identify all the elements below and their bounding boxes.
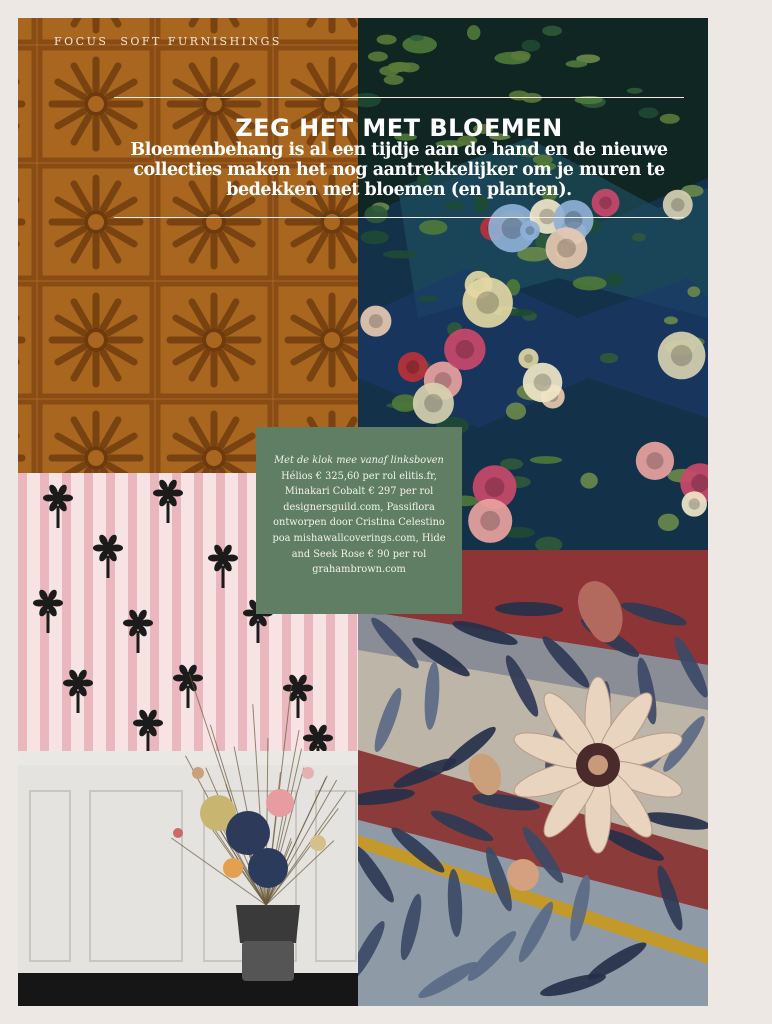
helios-wallpaper-photo bbox=[18, 18, 358, 473]
headline-rule-top bbox=[114, 97, 684, 98]
article-headline: ZEG HET MET BLOEMEN bbox=[235, 114, 563, 142]
headline-rule-bottom bbox=[114, 217, 684, 218]
caption-text: Hélios € 325,60 per rol elitis.fr, Minakari Cobalt € 297 per rol designersguild.com, Passiflora ontworpen door Cristina Celestino poa mishawallcoverings.com, Hide and Seek Rose € 90 per rol grahambrown.com bbox=[272, 470, 446, 576]
topic-label: SOFT FURNISHINGS bbox=[120, 35, 282, 48]
article-deck: Bloemenbehang is al een tijdje aan de hand en de nieuwe collecties maken het nog aantrekkelijker om je muren te bedekken met bloemen (en planten). bbox=[130, 140, 668, 200]
caption-intro: Met de klok mee vanaf linksboven bbox=[274, 455, 444, 466]
section-kicker bbox=[54, 35, 282, 48]
section-label: FOCUS bbox=[54, 35, 109, 48]
passiflora-wallpaper-photo bbox=[358, 550, 708, 1006]
product-caption-box bbox=[256, 427, 462, 614]
